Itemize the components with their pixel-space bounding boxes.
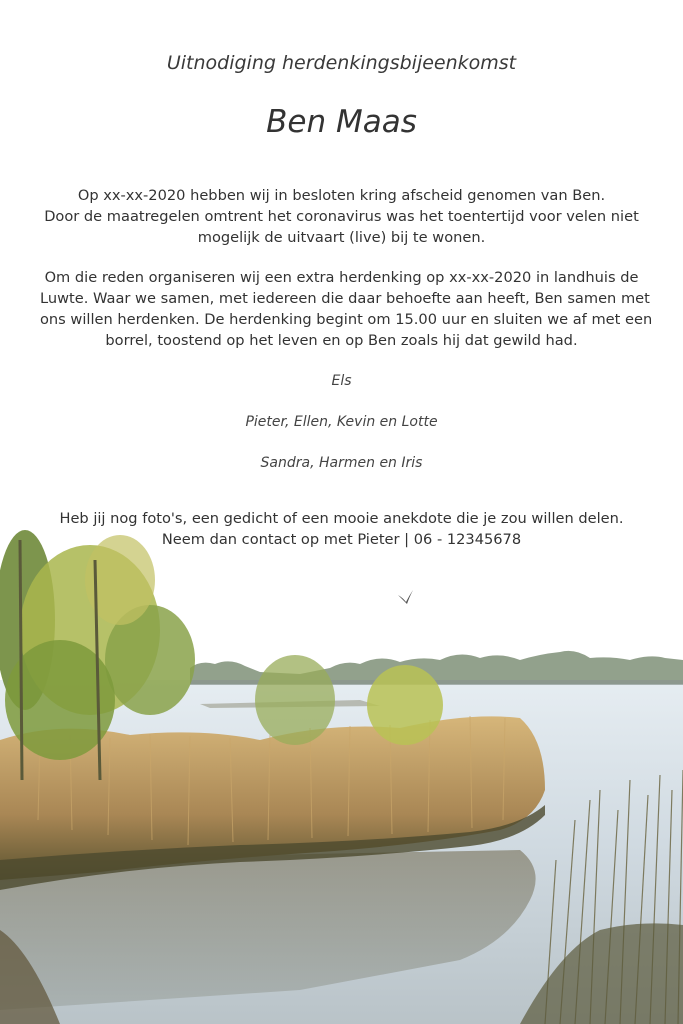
card-subtitle: Uitnodiging herdenkingsbijeenkomst bbox=[166, 52, 517, 74]
signature-els: Els bbox=[331, 373, 352, 389]
signature-family-2: Sandra, Harmen en Iris bbox=[260, 455, 423, 471]
paragraph-line: Luwte. Waar we samen, met iedereen die daar behoefte aan heeft, Ben samen met bbox=[40, 290, 650, 307]
contact-line: Neem dan contact op met Pieter | 06 - 12345678 bbox=[161, 531, 522, 548]
contact-paragraph bbox=[40, 508, 643, 550]
paragraph-line: mogelijk de uitvaart (live) bij te wonen. bbox=[197, 229, 486, 246]
paragraph-line: Door de maatregelen omtrent het coronavirus was het toentertijd voor velen niet bbox=[44, 208, 639, 225]
paragraph-line: Om die reden organiseren wij een extra herdenking op xx-xx-2020 in landhuis de bbox=[44, 269, 639, 286]
deceased-name: Ben Maas bbox=[266, 104, 417, 140]
paragraph-line: Op xx-xx-2020 hebben wij in besloten kring afscheid genomen van Ben. bbox=[77, 187, 606, 204]
paragraph-announcement bbox=[40, 185, 643, 248]
paragraph-line: ons willen herdenken. De herdenking begint om 15.00 uur en sluiten we af met een bbox=[40, 311, 653, 328]
bird-icon bbox=[398, 590, 413, 604]
paragraph-line: borrel, toostend op het leven en op Ben zoals hij dat gewild had. bbox=[105, 332, 578, 349]
paragraph-line: Heb jij nog foto's, een gedicht of een mooie anekdote die je zou willen delen. bbox=[59, 510, 624, 527]
paragraph-invitation bbox=[40, 267, 653, 351]
signature-family-1: Pieter, Ellen, Kevin en Lotte bbox=[245, 414, 438, 430]
